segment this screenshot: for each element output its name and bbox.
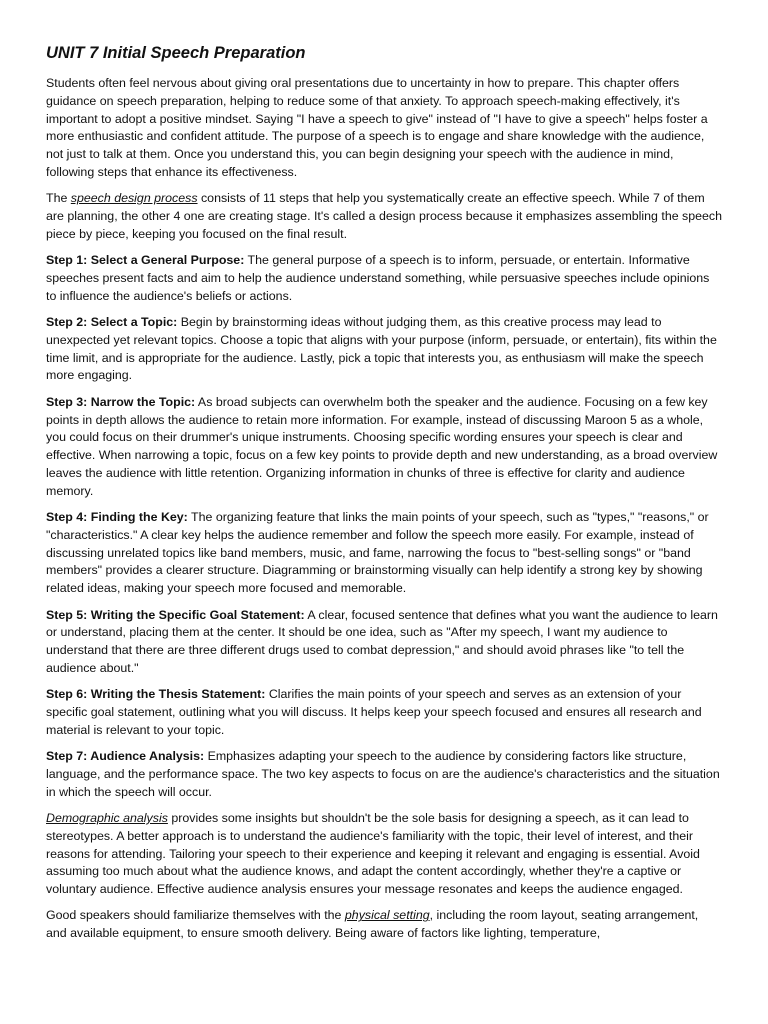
- intro-paragraph: Students often feel nervous about giving oral presentations due to uncertainty in how to prepare. This chapter offers guidance on speech preparation, helping to reduce some of that anxiety. To approach speech-making effectively, it's important to adopt a positive mindset. Saying "I have a speech to give" instead of "I have to give a speech" helps foster a more enthusiastic and confident attitude. The purpose of a speech is to engage and share knowledge with the audience, not just to talk at them. Once you understand this, you can begin designing your speech with the audience in mind, following steps that enhance its effectiveness.: [46, 76, 708, 179]
- step-3-paragraph: [46, 394, 722, 501]
- physical-before: Good speakers should familiarize themselves with the: [46, 908, 345, 923]
- physical-after: , including the room layout, seating arrangement, and available equipment, to ensure smooth delivery. Being aware of factors like lighting, temperature,: [46, 908, 699, 941]
- step-7-paragraph: [46, 748, 722, 801]
- physical-setting-term: physical setting: [344, 908, 430, 923]
- step-6-paragraph: [46, 686, 722, 739]
- design-process-before: The: [46, 191, 71, 206]
- design-process-paragraph: [46, 190, 722, 243]
- page-title: UNIT 7 Initial Speech Preparation: [46, 44, 306, 62]
- step-3-text: As broad subjects can overwhelm both the speaker and the audience. Focusing on a few key points in depth allows the audience to retain more information. For example, instead of discussing Maroon 5 as a whole, you could focus on their drummer's unique instruments. Choosing specific wording ensures your speech is clear and effective. When narrowing a topic, focus on a few key points to provide depth and new understanding, as a broad overview leaves the audience with little retention. Organizing information in chunks of three is effective for clarity and audience memory.: [46, 394, 718, 498]
- design-process-after: consists of 11 steps that help you systematically create an effective speech. While 7 of them are planning, the other 4 one are creating stage. It's called a design process because it emphasizes assembling the speech piece by piece, keeping you focused on the final result.: [46, 191, 723, 241]
- speech-design-process-term: speech design process: [70, 191, 198, 206]
- step-4-paragraph: [46, 509, 722, 598]
- demographic-after: provides some insights but shouldn't be the sole basis for designing a speech, as it can lead to stereotypes. A better approach is to understand the audience's familiarity with the topic, their level of interest, and their reasons for attending. Tailoring your speech to their experience and keeping it relevant and engaging is essential. Avoid assuming too much about what the audience knows, and adapt the content accordingly, whether they're a captive or voluntary audience. Effective audience analysis ensures your message resonates and keeps the audience engaged.: [46, 810, 700, 897]
- step-3-label: Step 3: Narrow the Topic:: [46, 394, 196, 409]
- step-5-paragraph: [46, 607, 722, 678]
- step-2-paragraph: [46, 314, 722, 385]
- step-6-label: Step 6: Writing the Thesis Statement:: [46, 687, 266, 702]
- step-1-label: Step 1: Select a General Purpose:: [46, 253, 245, 268]
- step-1-paragraph: [46, 252, 722, 305]
- document-page: [46, 42, 722, 952]
- step-6-text: Clarifies the main points of your speech and serves as an extension of your specific goal statement, outlining what you will discuss. It helps keep your speech focused and ensures all research and material is relevant to your topic.: [46, 687, 702, 737]
- step-2-label: Step 2: Select a Topic:: [46, 315, 178, 330]
- step-2-text: Begin by brainstorming ideas without judging them, as this creative process may lead to unexpected yet relevant topics. Choose a topic that aligns with your purpose (inform, persuade, or entertain), fits within the time limit, and is appropriate for the audience. Lastly, pick a topic that interests you, as enthusiasm will make the speech more engaging.: [46, 315, 717, 383]
- demographic-analysis-term: Demographic analysis: [46, 810, 168, 825]
- physical-setting-paragraph: [46, 907, 722, 943]
- step-4-text: The organizing feature that links the main points of your speech, such as "types," "reasons," or "characteristics." A clear key helps the audience remember and follow the speech more easily. For example, instead of discussing unrelated topics like band members, music, and fame, narrowing the focus to "best-selling songs" or "band members" provides a clearer structure. Diagramming or brainstorming visually can help identify a strong key by showing related ideas, making your speech more focused and memorable.: [46, 510, 709, 596]
- step-5-label: Step 5: Writing the Specific Goal Statement:: [46, 607, 305, 622]
- step-5-text: A clear, focused sentence that defines what you want the audience to learn or understand, placing them at the center. It should be one idea, such as "After my speech, I want my audience to understand that there are three different drugs used to combat depression," and should avoid phrases like "to tell the audience about.": [46, 607, 718, 675]
- step-7-label: Step 7: Audience Analysis:: [46, 749, 205, 764]
- step-4-label: Step 4: Finding the Key:: [46, 510, 188, 525]
- demographic-paragraph: [46, 810, 722, 899]
- step-7-text: Emphasizes adapting your speech to the audience by considering factors like structure, language, and the performance space. The two key aspects to focus on are the audience's characteristics and the situation in which the speech will occur.: [46, 749, 720, 799]
- step-1-text: The general purpose of a speech is to inform, persuade, or entertain. Informative speeches present facts and aim to help the audience understand something, while persuasive speeches include opinions to influence the audience's beliefs or actions.: [46, 253, 710, 303]
